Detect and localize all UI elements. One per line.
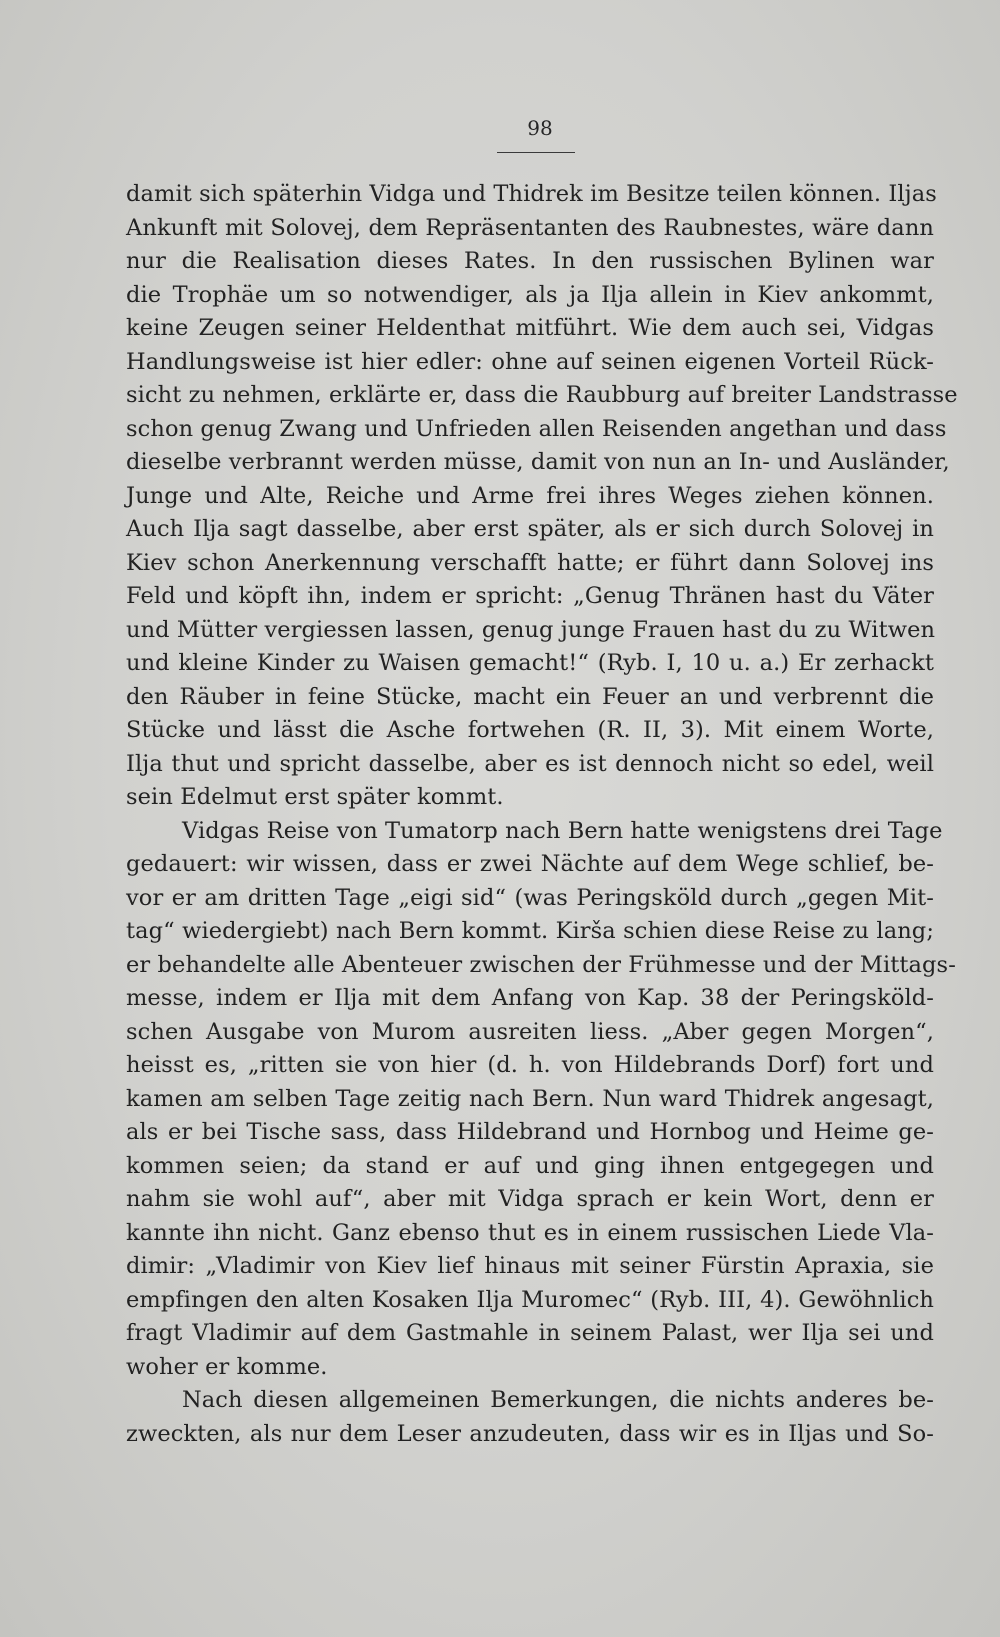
text-line: Nach diesen allgemeinen Bemerkungen, die nichts anderes be- (182, 1387, 934, 1413)
text-line: und kleine Kinder zu Waisen gemacht!“ (Ryb. I, 10 u. a.) Er zerhackt (126, 650, 934, 676)
text-line: und Mütter vergiessen lassen, genug junge Frauen hast du zu Witwen (126, 616, 936, 643)
text-line: kamen am selben Tage zeitig nach Bern. Nun ward Thidrek angesagt, (126, 1085, 934, 1112)
text-line: woher er komme. (126, 1353, 328, 1380)
text-line: Handlungsweise ist hier edler: ohne auf seinen eigenen Vorteil Rück- (126, 348, 934, 375)
text-line: zweckten, als nur dem Leser anzudeuten, dass wir es in Iljas und So- (126, 1420, 934, 1447)
text-line: Junge und Alte, Reiche und Arme frei ihres Weges ziehen können. (126, 482, 934, 509)
page-number: 98 (527, 116, 553, 140)
text-line: sein Edelmut erst später kommt. (126, 784, 504, 810)
text-line: fragt Vladimir auf dem Gastmahle in seinem Palast, wer Ilja sei und (126, 1320, 934, 1346)
text-line: Feld und köpft ihn, indem er spricht: „Genug Thränen hast du Väter (126, 583, 934, 609)
text-line: gedauert: wir wissen, dass er zwei Nächte auf dem Wege schlief, be- (126, 851, 934, 877)
text-line: empfingen den alten Kosaken Ilja Muromec“ (Ryb. III, 4). Gewöhnlich (126, 1286, 934, 1313)
text-line: kannte ihn nicht. Ganz ebenso thut es in einem russischen Liede Vla- (126, 1219, 934, 1246)
text-line: sicht zu nehmen, erklärte er, dass die Raubburg auf breiter Landstrasse (126, 382, 958, 408)
text-line: den Räuber in feine Stücke, macht ein Feuer an und verbrennt die (126, 683, 934, 710)
text-line: schen Ausgabe von Murom ausreiten liess. „Aber gegen Morgen“, (126, 1018, 934, 1045)
text-line: Auch Ilja sagt dasselbe, aber erst später, als er sich durch Solovej in (126, 516, 934, 542)
text-line: damit sich späterhin Vidga und Thidrek im Besitze teilen können. Iljas (126, 181, 937, 207)
text-line: schon genug Zwang und Unfrieden allen Reisenden angethan und dass (126, 415, 947, 442)
text-line: die Trophäe um so notwendiger, als ja Ilja allein in Kiev ankommt, (126, 281, 934, 308)
text-line: messe, indem er Ilja mit dem Anfang von Kap. 38 der Peringsköld- (126, 985, 934, 1011)
text-line: kommen seien; da stand er auf und ging ihnen entgegegen und (126, 1152, 934, 1179)
text-line: Stücke und lässt die Asche fortwehen (R. II, 3). Mit einem Worte, (126, 717, 934, 743)
text-line: nur die Realisation dieses Rates. In den russischen Bylinen war (126, 248, 934, 274)
text-line: er behandelte alle Abenteuer zwischen der Frühmesse und der Mittags- (126, 951, 956, 978)
text-line: Kiev schon Anerkennung verschafft hatte; er führt dann Solovej ins (126, 549, 934, 576)
text-line: keine Zeugen seiner Heldenthat mitführt. Wie dem auch sei, Vidgas (126, 315, 934, 341)
text-line: tag“ wiedergiebt) nach Bern kommt. Kirša schien diese Reise zu lang; (126, 918, 934, 944)
text-line: Ankunft mit Solovej, dem Repräsentanten des Raubnestes, wäre dann (126, 214, 934, 241)
header-rule (497, 152, 575, 153)
text-line: vor er am dritten Tage „eigi sid“ (was Peringsköld durch „gegen Mit- (126, 884, 934, 911)
text-line: als er bei Tische sass, dass Hildebrand und Hornbog und Heime ge- (126, 1119, 934, 1145)
body-text (126, 178, 958, 1451)
text-line: heisst es, „ritten sie von hier (d. h. von Hildebrands Dorf) fort und (126, 1052, 934, 1078)
text-line: dieselbe verbrannt werden müsse, damit von nun an In- und Ausländer, (126, 449, 950, 475)
text-line: nahm sie wohl auf“, aber mit Vidga sprach er kein Wort, denn er (126, 1186, 934, 1212)
text-line: dimir: „Vladimir von Kiev lief hinaus mit seiner Fürstin Apraxia, sie (126, 1253, 934, 1279)
text-line: Ilja thut und spricht dasselbe, aber es ist dennoch nicht so edel, weil (126, 750, 934, 777)
text-line: Vidgas Reise von Tumatorp nach Bern hatte wenigstens drei Tage (182, 817, 943, 844)
